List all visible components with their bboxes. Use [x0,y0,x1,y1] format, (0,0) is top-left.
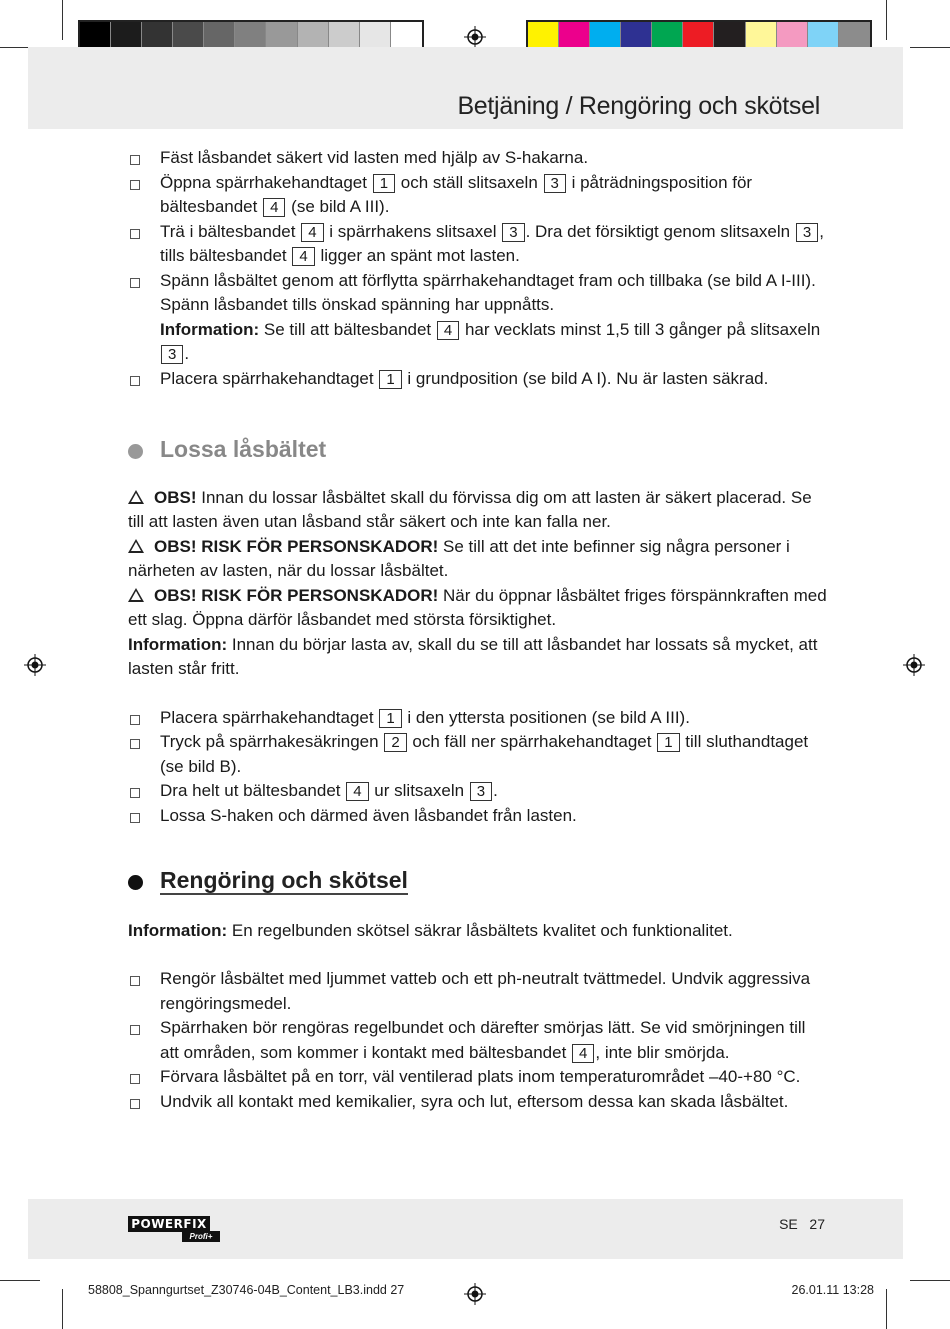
part-number-box: 4 [301,223,323,242]
registration-mark-icon [464,1283,486,1305]
part-number-box: 3 [161,345,183,364]
list-item [128,1016,828,1065]
text-run: Tryck på spärrhakesäkringen [160,732,384,751]
warning-label: OBS! [154,487,197,507]
text-run: , tills bältesbandet [160,221,824,265]
registration-mark-icon [464,26,486,48]
color-swatch [329,22,360,50]
main-content [128,146,828,1114]
warning-text: Innan du lossar låsbältet skall du förvissa dig om att lasten är säkert placerad. Se till att lasten även utan låsband står säkert och inte kan falla ner. [128,487,812,531]
text-run: (se bild A III). [286,197,390,216]
logo-main-text: POWERFIX [128,1216,210,1232]
list-item [128,967,828,1016]
text-run: till sluthandtaget (se bild B). [160,732,809,776]
part-number-box: 4 [292,247,314,266]
information-paragraph: Information: En regelbunden skötsel säkrar låsbältets kvalitet och funktionalitet. [128,920,733,940]
color-swatch [683,22,714,50]
crop-mark [886,0,887,40]
color-swatch [204,22,235,50]
color-swatch [80,22,111,50]
crop-mark [886,1289,887,1329]
list-item [128,146,828,171]
warnings-block [128,486,828,633]
text-run: Placera spärrhakehandtaget [160,707,379,727]
text-run: Spärrhaken bör rengöras regelbundet och därefter smörjas lätt. Se vid smörjningen till att områden, som kommer i kontakt med bältesbandet [160,1018,806,1062]
list-item [128,779,828,804]
text-run: ligger an spänt mot lasten. [315,246,520,265]
text-run: ur slitsaxeln [369,781,469,800]
crop-mark [62,1289,63,1329]
warning-paragraph [128,584,828,633]
color-swatch [298,22,329,50]
text-run: . [184,344,190,363]
list-item [128,171,828,220]
list-item [128,1065,828,1090]
warning-paragraph [128,535,828,584]
text-run: Trä i bältesbandet [160,221,301,241]
list-item [128,220,828,269]
text-run: i spärrhakens slitsaxel [324,221,502,241]
text-run: Rengör låsbältet med ljummet vatteb och ett ph-neutralt tvättmedel. Undvik aggressiva rengöringsmedel. [160,969,811,1013]
section-heading-rengoring: Rengöring och skötsel [128,868,828,895]
color-swatch [777,22,808,50]
text-run: har vecklats minst 1,5 till 3 gånger på slitsaxeln [460,319,821,339]
text-run: Lossa S-haken och därmed även låsbandet från lasten. [160,805,577,825]
text-run: Fäst låsbandet säkert vid lasten med hjälp av S-hakarna. [160,148,589,167]
crop-mark [910,47,950,48]
text-run: Öppna spärrhakehandtaget [160,172,372,192]
list-item [128,804,828,829]
page-info [779,1216,825,1232]
part-number-box: 4 [263,198,285,217]
warning-icon [128,490,144,504]
text-run: i grundposition (se bild A I). Nu är lasten säkrad. [402,368,769,388]
section-heading-lossa: Lossa låsbältet [128,437,828,462]
list-item [128,1090,828,1115]
color-swatch [235,22,266,50]
list-item [128,706,828,731]
page-number: 27 [809,1216,825,1232]
part-number-box: 1 [379,370,401,389]
crop-mark [0,1280,40,1281]
text-run: och ställ slitsaxeln [396,172,543,192]
warning-text: När du öppnar låsbältet friges förspännkraften med ett slag. Öppna därför låsbandet med största försiktighet. [128,585,827,629]
crop-mark [62,0,63,40]
logo-sub-text: Profi+ [182,1231,220,1242]
language-code: SE [779,1216,798,1232]
page-title: Betjäning / Rengöring och skötsel [457,92,820,120]
color-swatch [839,22,870,50]
section1-list [128,706,828,829]
color-swatch [746,22,777,50]
color-swatch [111,22,142,50]
warning-label: OBS! RISK FÖR PERSONSKADOR! [154,585,439,605]
registration-mark-icon [24,654,46,676]
powerfix-logo [128,1216,220,1242]
part-number-box: 4 [346,782,368,801]
color-swatch [142,22,173,50]
text-run: Dra helt ut bältesbandet [160,781,346,800]
color-swatch [266,22,297,50]
part-number-box: 1 [379,709,401,728]
color-swatch [621,22,652,50]
part-number-box: 3 [470,782,492,801]
color-swatch [590,22,621,50]
part-number-box: 1 [373,174,395,193]
part-number-box: 3 [502,223,524,242]
part-number-box: 4 [437,321,459,340]
slug-right: 26.01.11 13:28 [791,1283,874,1297]
part-number-box: 3 [796,223,818,242]
list-item [128,269,828,367]
color-swatch [714,22,745,50]
text-run: och fäll ner spärrhakehandtaget [407,732,657,751]
crop-mark [910,1280,950,1281]
warning-paragraph [128,486,828,535]
part-number-box: 2 [384,733,406,752]
text-run: . [493,781,498,800]
warning-label: OBS! RISK FÖR PERSONSKADOR! [154,536,439,556]
text-run: Spänn låsbältet genom att förflytta spärrhakehandtaget fram och tillbaka (se bild A I-III). Spänn låsbandet tills önskad spänning har uppnåtts. [160,270,816,314]
registration-mark-icon [903,654,925,676]
part-number-box: 4 [572,1044,594,1063]
information-paragraph: Information: Innan du börjar lasta av, skall du se till att låsbandet har lossats så mycket, att lasten står fritt. [128,634,818,678]
color-swatch [360,22,391,50]
text-run: . Dra det försiktigt genom slitsaxeln [525,221,795,241]
text-run: Förvara låsbältet på en torr, väl ventilerad plats inom temperaturområdet –40-+80 °C. [160,1067,801,1086]
section2-list [128,967,828,1114]
color-swatch [559,22,590,50]
color-swatch [808,22,839,50]
list-item [128,730,828,779]
text-run: Placera spärrhakehandtaget [160,368,379,388]
color-swatch [391,22,422,50]
slug-left: 58808_Spanngurtset_Z30746-04B_Content_LB3.indd 27 [88,1283,405,1297]
part-number-box: 3 [544,174,566,193]
warning-icon [128,588,144,602]
list-item [128,367,828,392]
color-swatch [652,22,683,50]
text-run: i den yttersta positionen (se bild A III). [402,707,690,727]
bold-label: Information: [160,319,260,339]
part-number-box: 1 [657,733,679,752]
text-run: Undvik all kontakt med kemikalier, syra och lut, eftersom dessa kan skada låsbältet. [160,1091,789,1111]
color-swatch [173,22,204,50]
text-run: , inte blir smörjda. [595,1042,730,1062]
text-run: Se till att bältesbandet [259,319,436,339]
warning-text: Se till att det inte befinner sig några personer i närheten av lasten, när du lossar låsbältet. [128,536,790,580]
color-swatch [528,22,559,50]
text-run: i påträdningsposition för bältesbandet [160,172,753,216]
warning-icon [128,539,144,553]
intro-list [128,146,828,391]
